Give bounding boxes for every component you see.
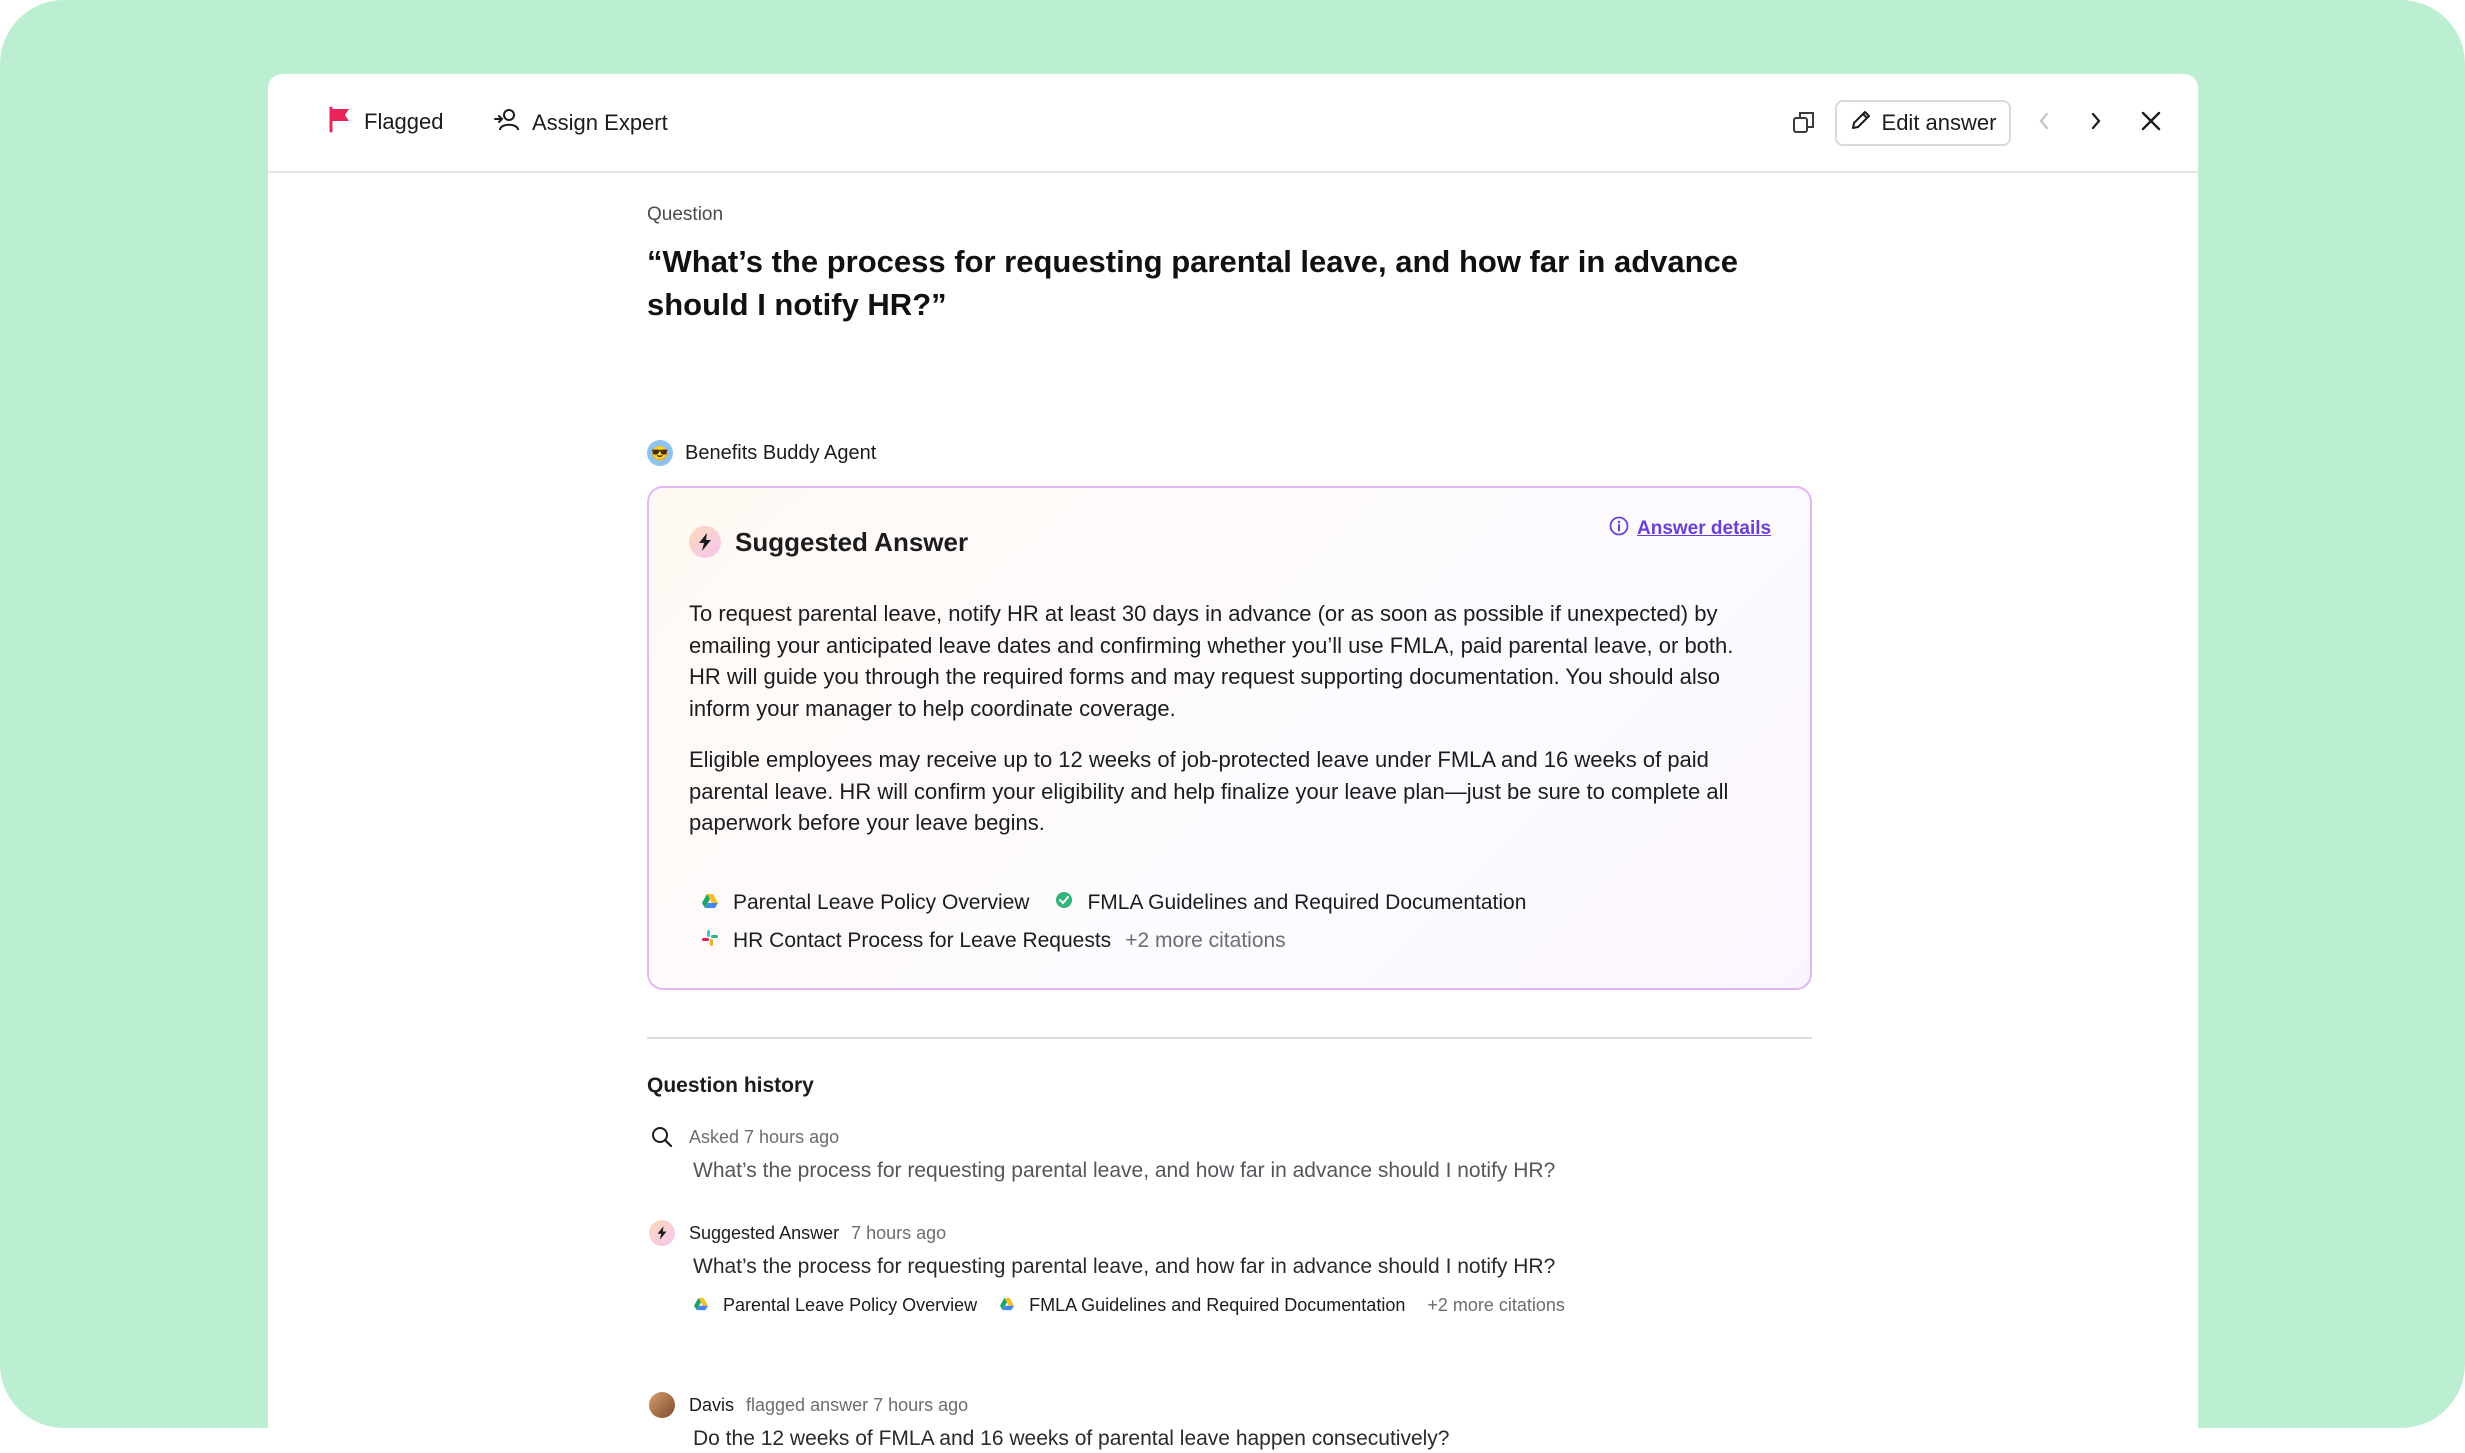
- copy-button[interactable]: [1790, 110, 1818, 138]
- verified-check-icon: [1055, 891, 1073, 915]
- pencil-icon: [1850, 109, 1872, 137]
- citation-label: FMLA Guidelines and Required Documentation: [1029, 1295, 1406, 1315]
- suggested-answer-title: Suggested Answer: [735, 526, 969, 557]
- history-citations: [693, 1295, 1812, 1316]
- close-icon: [2140, 110, 2162, 137]
- google-drive-icon: [999, 1295, 1015, 1316]
- chevron-left-icon: [2037, 111, 2051, 136]
- next-button[interactable]: [2083, 110, 2109, 136]
- citation-label: Parental Leave Policy Overview: [723, 1295, 978, 1315]
- edit-answer-button[interactable]: [1835, 100, 2011, 146]
- agent-name: Benefits Buddy Agent: [685, 441, 877, 464]
- slack-icon: [701, 929, 719, 953]
- assign-expert-button[interactable]: [494, 108, 668, 138]
- citation-label: Parental Leave Policy Overview: [733, 891, 1030, 914]
- question-label: Question: [647, 204, 724, 225]
- google-drive-icon: [693, 1295, 709, 1316]
- history-meta: flagged answer 7 hours ago: [746, 1394, 969, 1415]
- answer-paragraph: To request parental leave, notify HR at least 30 days in advance (or as soon as possible if unexpected) by emailing your anticipated leave dates and confirming whether you’ll use FMLA, paid parental leave, or both. HR will guide you through the required forms and may request supporting documentation. You should also inform your manager to help coordinate coverage.: [689, 601, 1734, 721]
- agent-row: [647, 440, 876, 466]
- history-text: What’s the process for requesting parental leave, and how far in advance should I notify HR?: [693, 1159, 1556, 1182]
- user-avatar-container: [647, 1392, 677, 1418]
- question-title: “What’s the process for requesting parental leave, and how far in advance should I notify HR?”: [647, 244, 1739, 322]
- edit-answer-label: Edit answer: [1881, 110, 1997, 135]
- toolbar: [268, 74, 2198, 173]
- answer-citations: [701, 884, 1781, 960]
- more-citations-link[interactable]: +2 more citations: [1125, 929, 1286, 952]
- answer-details-link[interactable]: [1609, 516, 1771, 542]
- bolt-icon: [689, 526, 721, 558]
- flag-icon: [328, 106, 352, 138]
- suggested-answer-heading: [689, 526, 968, 558]
- agent-avatar-icon: 😎: [647, 440, 673, 466]
- more-citations-link[interactable]: +2 more citations: [1427, 1295, 1565, 1315]
- history-actor: Suggested Answer: [689, 1222, 840, 1243]
- citation-link[interactable]: [693, 1295, 977, 1316]
- history-meta: 7 hours ago: [851, 1222, 947, 1243]
- bolt-icon: [647, 1220, 677, 1246]
- avatar: [649, 1392, 675, 1418]
- answer-paragraph: Eligible employees may receive up to 12 weeks of job-protected leave under FMLA and 16 weeks of paid parental leave. HR will confirm your eligibility and help finalize your leave plan—just be sure to complete all paperwork before your leave begins.: [689, 747, 1729, 835]
- section-divider: [647, 1037, 1812, 1039]
- citation-label: FMLA Guidelines and Required Documentation: [1087, 891, 1527, 914]
- history-item-flagged: [647, 1391, 1812, 1453]
- copy-icon: [1792, 110, 1816, 139]
- search-icon: [647, 1126, 677, 1148]
- suggested-answer-card: [647, 486, 1812, 990]
- info-icon: [1609, 516, 1629, 542]
- history-text: What’s the process for requesting parental leave, and how far in advance should I notify HR?: [693, 1255, 1556, 1278]
- history-item-asked: [647, 1123, 1812, 1185]
- google-drive-icon: [701, 891, 719, 915]
- previous-button[interactable]: [2031, 110, 2057, 136]
- history-actor: Davis: [689, 1394, 735, 1415]
- history-meta: Asked 7 hours ago: [689, 1126, 840, 1147]
- flagged-label: Flagged: [364, 109, 444, 134]
- assign-user-icon: [494, 108, 520, 138]
- flagged-button[interactable]: [328, 106, 444, 138]
- citation-link[interactable]: [701, 929, 1286, 953]
- question-history-title: Question history: [647, 1074, 814, 1097]
- citation-label: HR Contact Process for Leave Requests: [733, 929, 1112, 952]
- citation-link[interactable]: [1055, 891, 1526, 915]
- history-item-suggested: [647, 1219, 1812, 1316]
- assign-expert-label: Assign Expert: [532, 110, 668, 135]
- citation-link[interactable]: [701, 891, 1029, 915]
- citation-link[interactable]: [999, 1295, 1405, 1316]
- question-detail-panel: [268, 74, 2198, 1450]
- history-text: Do the 12 weeks of FMLA and 16 weeks of parental leave happen consecutively?: [693, 1427, 1450, 1450]
- answer-details-label: Answer details: [1637, 518, 1772, 539]
- close-button[interactable]: [2136, 108, 2166, 138]
- chevron-right-icon: [2089, 111, 2103, 136]
